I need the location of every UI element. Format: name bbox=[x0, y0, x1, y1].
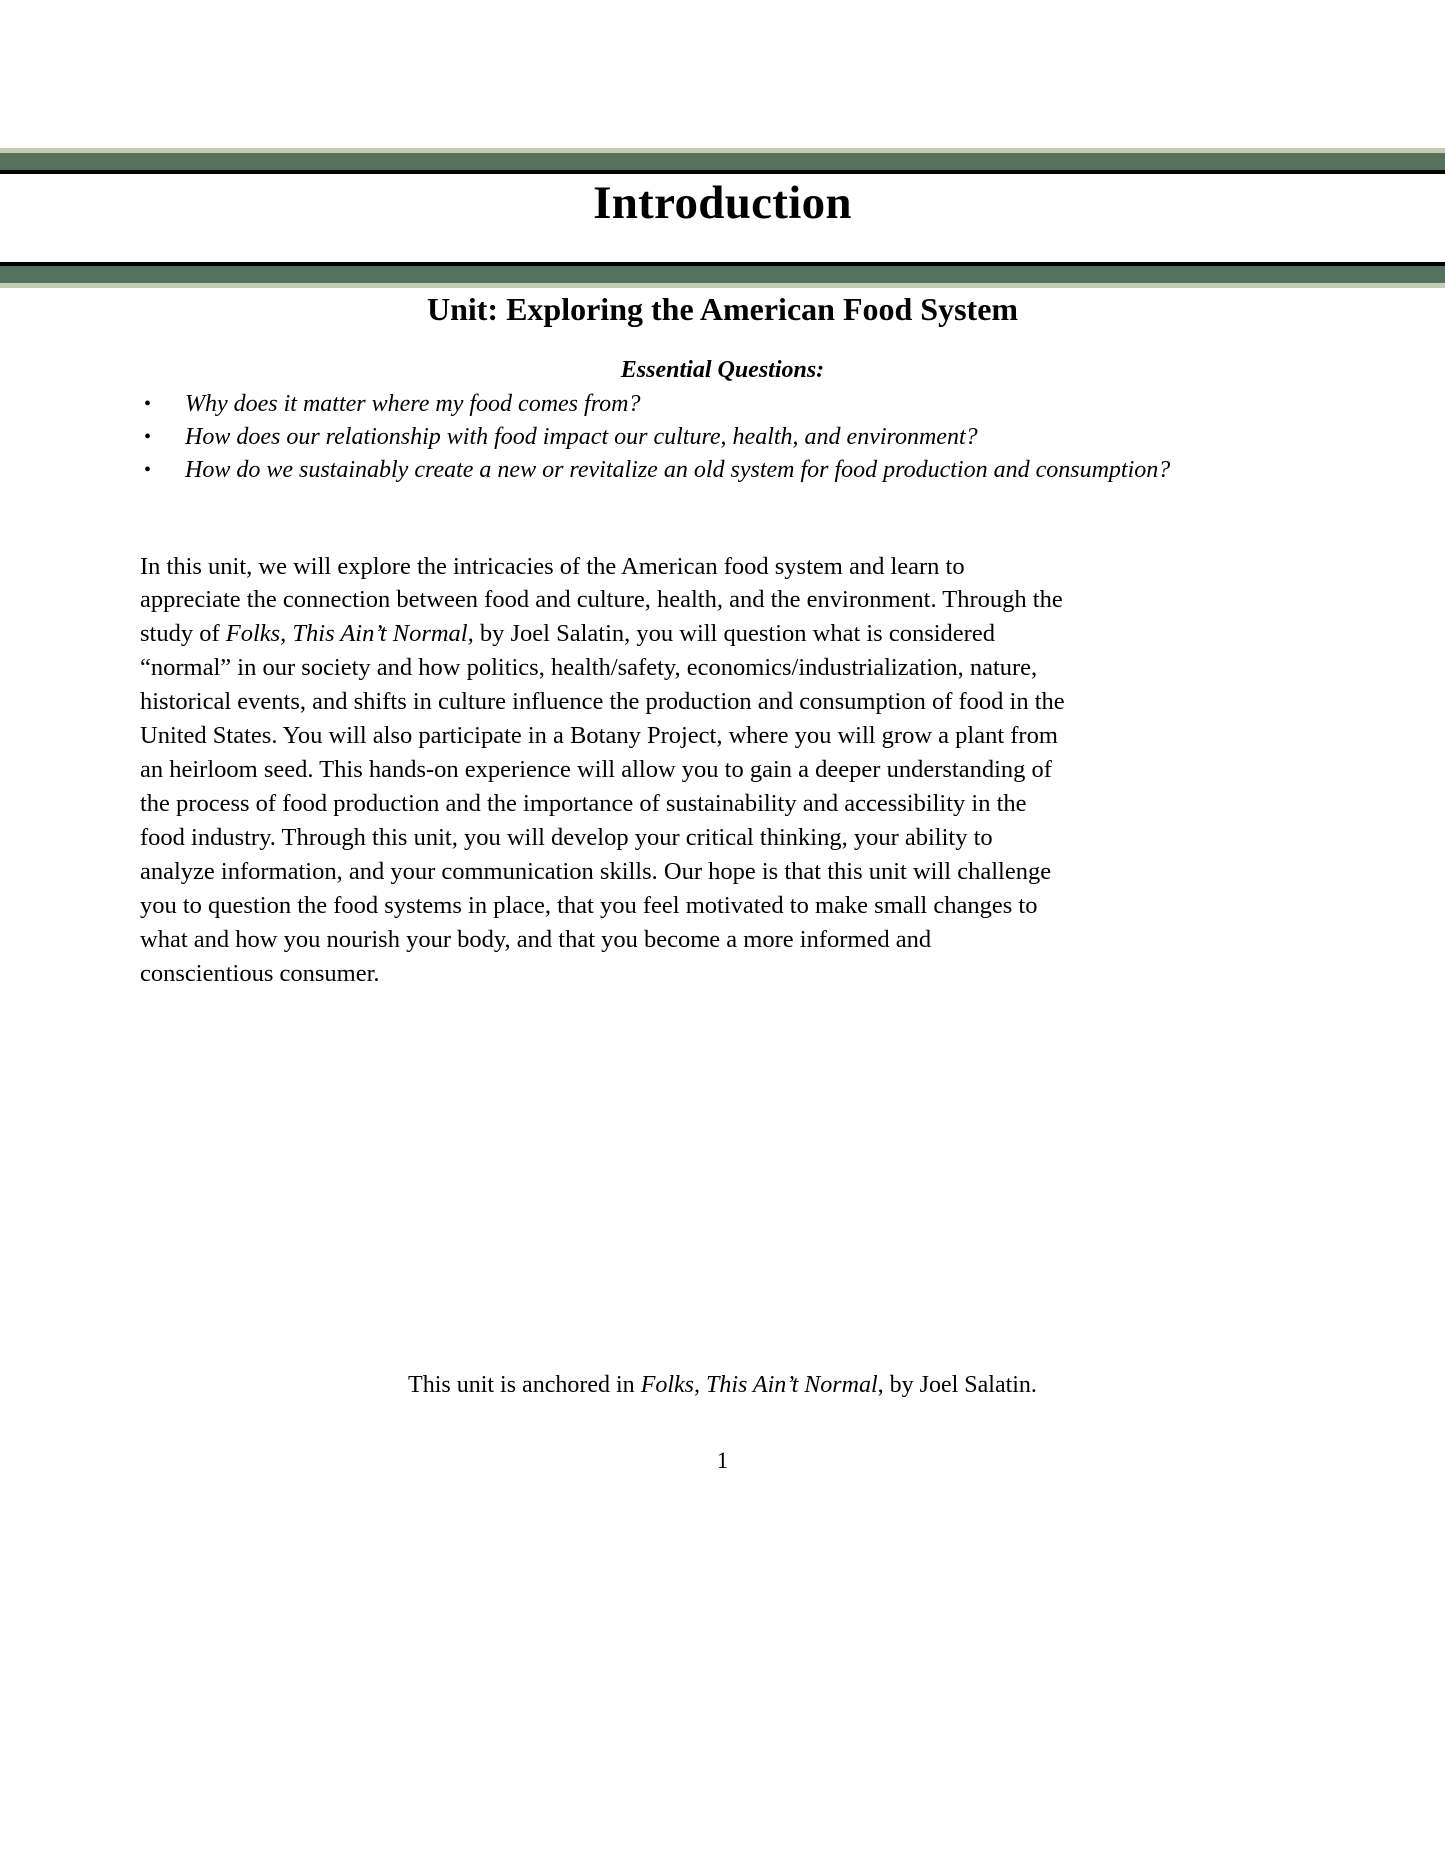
book-title-inline: Folks, This Ain’t Normal, bbox=[225, 620, 474, 648]
list-item bbox=[140, 389, 1305, 420]
list-item bbox=[140, 455, 1305, 486]
footer-suffix: , by Joel Salatin. bbox=[877, 1372, 1037, 1398]
bullet-icon: • bbox=[144, 425, 152, 448]
list-item-text: How does our relationship with food impact our culture, health, and environment? bbox=[185, 423, 978, 450]
list-item bbox=[140, 422, 1305, 453]
banner-dark-stripe bbox=[0, 153, 1445, 170]
list-item-text: Why does it matter where my food comes from? bbox=[185, 391, 641, 417]
list-item-text: How do we sustainably create a new or revitalize an old system for food production and consumption? bbox=[185, 456, 1171, 483]
banner-rule bbox=[0, 170, 1445, 174]
page-number: 1 bbox=[716, 1448, 729, 1473]
bullet-icon: • bbox=[144, 393, 152, 415]
footer-prefix: This unit is anchored in bbox=[408, 1372, 641, 1398]
banner-light-stripe bbox=[0, 283, 1445, 288]
essential-questions-list bbox=[140, 389, 1305, 486]
body-text-part-1: In this unit, we will explore the intricacies of the American food system and learn to appreciate the connection between food and culture, health, and the environment. Through the study of bbox=[140, 552, 1063, 648]
unit-title: Unit: Exploring the American Food System bbox=[426, 291, 1019, 327]
footer-anchor-note bbox=[0, 1370, 1445, 1401]
body-paragraph bbox=[140, 550, 1070, 991]
page-title: Introduction bbox=[593, 177, 852, 229]
essential-questions-heading: Essential Questions: bbox=[620, 357, 825, 383]
header-banner-bottom bbox=[0, 262, 1445, 288]
body-text-part-2: by Joel Salatin, you will question what is considered “normal” in our society and how politics, health/safety, economics/industrialization, nature, historical events, and shifts in culture influence the production and consumption of food in the United States. You will also participate in a Botany Project, where you will grow a plant from an heirloom seed. This hands-on experience will allow you to gain a deeper understanding of the process of food production and the importance of sustainability and accessibility in the food industry. Through this unit, you will develop your critical thinking, your ability to analyze information, and your communication skills. Our hope is that this unit will challenge you to question the food systems in place, that you feel motivated to make small changes to what and how you nourish your body, and that you become a more informed and conscientious consumer. bbox=[140, 620, 1065, 987]
bullet-icon: • bbox=[144, 458, 152, 481]
banner-dark-stripe bbox=[0, 266, 1445, 283]
header-banner-top bbox=[0, 148, 1445, 174]
footer-book-title: Folks, This Ain’t Normal bbox=[640, 1372, 878, 1398]
essential-questions-section bbox=[140, 355, 1305, 488]
